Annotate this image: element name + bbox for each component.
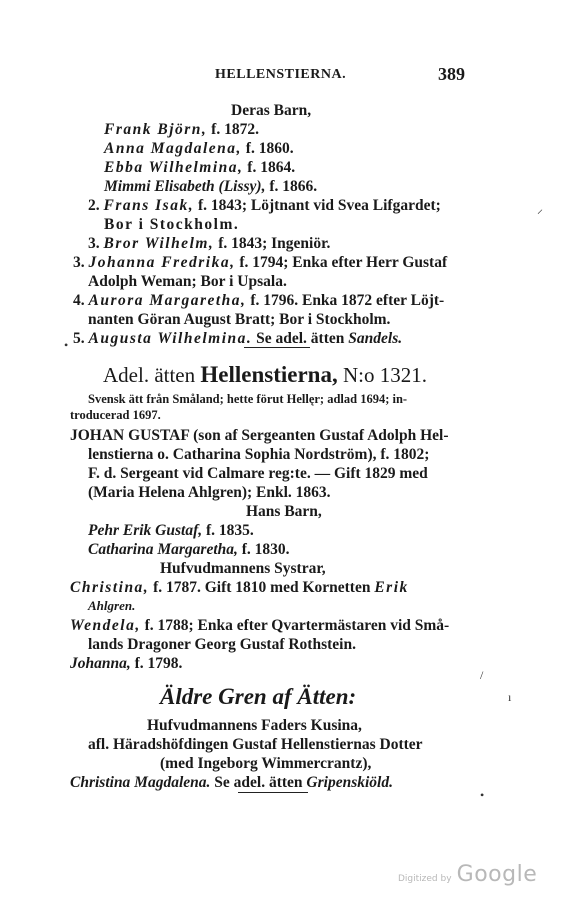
sister-line: Wendela, f. 1788; Enka efter Qvartermästaren vid Små- — [70, 617, 450, 634]
family-title: Adel. ätten Hellenstierna, N:o 1321. — [103, 362, 427, 387]
entry-line-cont: Adolph Weman; Bor i Upsala. — [88, 273, 287, 290]
sister-line: Johanna, f. 1798. — [70, 655, 183, 672]
paragraph-line: (med Ingeborg Wimmercrantz), — [160, 755, 372, 772]
family-intro: Svensk ätt från Småland; hette förut Hellęr; adlad 1694; in- — [88, 392, 408, 406]
entry-line: 4. Aurora Margaretha, f. 1796. Enka 1872 efter Löjt- — [73, 292, 445, 309]
paragraph-line: F. d. Sergeant vid Calmare reg:te. — Gift 1829 med — [88, 465, 428, 482]
deras-barn-heading: Deras Barn, — [231, 102, 312, 119]
hans-barn-heading: Hans Barn, — [246, 503, 322, 520]
paragraph-line: (Maria Helena Ahlgren); Enkl. 1863. — [88, 484, 331, 501]
paragraph-line: afl. Häradshöfdingen Gustaf Hellenstiernas Dotter — [88, 736, 423, 753]
paragraph-line: lenstierna o. Catharina Sophia Nordström), f. 1802; — [88, 446, 430, 463]
sister-line-cont: Ahlgren. — [88, 598, 136, 613]
sisters-heading: Hufvudmannens Systrar, — [160, 560, 326, 577]
paragraph-line: Hufvudmannens Faders Kusina, — [147, 717, 362, 734]
entry-line: 2. Frans Isak, f. 1843; Löjtnant vid Svea Lifgardet; — [88, 197, 441, 214]
entry-line-cont: nanten Göran August Bratt; Bor i Stockholm. — [88, 311, 391, 328]
entry-line: 5. Augusta Wilhelmina. Se adel. ätten Sandels. — [73, 330, 403, 347]
child-line: Pehr Erik Gustaf, f. 1835. — [88, 522, 254, 539]
section-divider — [238, 792, 308, 793]
family-intro-cont: troducerad 1697. — [70, 408, 161, 422]
child-line: Catharina Margaretha, f. 1830. — [88, 541, 290, 558]
section-divider — [244, 347, 310, 348]
scan-mark: ⸝ — [537, 202, 544, 216]
scan-mark: • — [480, 788, 485, 802]
digitized-by-google-watermark: Digitized by Google — [398, 862, 538, 887]
scan-mark: / — [480, 668, 484, 682]
scan-mark: • — [64, 338, 69, 352]
page-number: 389 — [438, 64, 465, 84]
section-heading: Äldre Gren af Ätten: — [160, 684, 357, 709]
paragraph-line: JOHAN GUSTAF (son af Sergeanten Gustaf Adolph Hel- — [70, 427, 449, 444]
scan-mark: ı — [508, 690, 512, 704]
sister-line: Christina, f. 1787. Gift 1810 med Kornetten Erik — [70, 579, 409, 596]
child-line: Mimmi Elisabeth (Lissy), f. 1866. — [104, 178, 318, 195]
sister-line-cont: lands Dragoner Georg Gustaf Rothstein. — [88, 636, 356, 653]
entry-line-cont: Bor i Stockholm. — [104, 216, 240, 233]
entry-line: 3. Bror Wilhelm, f. 1843; Ingeniör. — [88, 235, 331, 252]
entry-line: 3. Johanna Fredrika, f. 1794; Enka efter Herr Gustaf — [73, 254, 448, 271]
child-line: Frank Björn, f. 1872. — [104, 121, 259, 138]
paragraph-line: Christina Magdalena. Se adel. ätten Gripenskiöld. — [70, 774, 393, 791]
running-title: HELLENSTIERNA. — [215, 67, 347, 82]
child-line: Ebba Wilhelmina, f. 1864. — [104, 159, 296, 176]
child-line: Anna Magdalena, f. 1860. — [104, 140, 294, 157]
